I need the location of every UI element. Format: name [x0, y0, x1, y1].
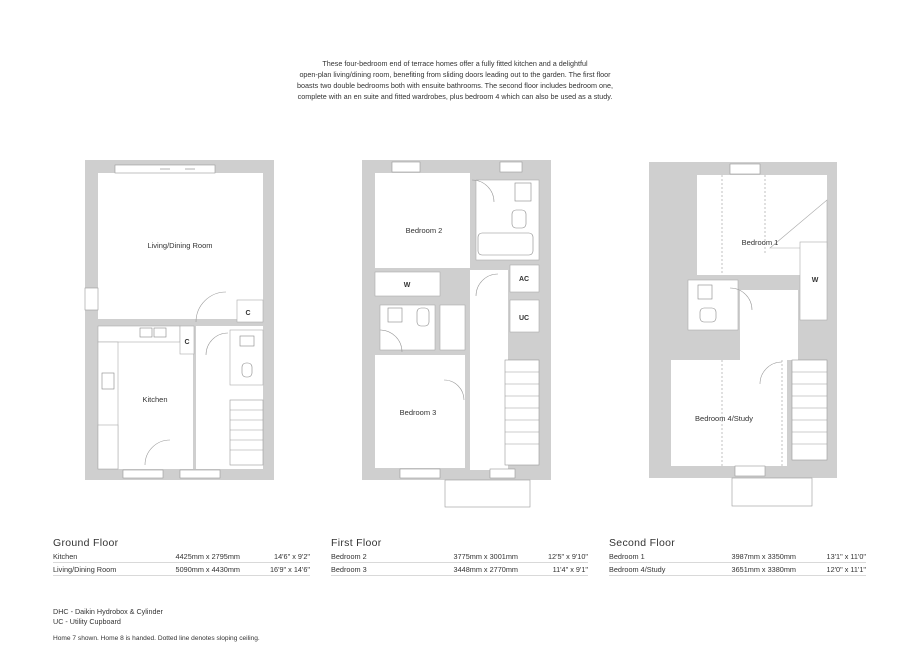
uc-label: UC [518, 315, 530, 322]
room-name: Living/Dining Room [53, 565, 117, 574]
table-row [53, 563, 310, 576]
room-metric: 3775mm x 3001mm [453, 552, 518, 561]
bedroom-4-label: Bedroom 4/Study [695, 414, 753, 423]
room-name: Bedroom 4/Study [609, 565, 666, 574]
room-imperial: 16'9" x 14'6" [269, 565, 310, 574]
second-floor-title: Second Floor [609, 537, 676, 549]
ground-floor-title: Ground Floor [53, 537, 119, 549]
note-line: DHC - Daikin Hydrobox & Cylinder [53, 607, 163, 616]
cupboard-label: C [245, 310, 251, 317]
ground-floor-dimensions [53, 550, 310, 576]
first-floor-plan [362, 160, 551, 507]
wardrobe-label: W [811, 277, 819, 284]
table-row [53, 550, 310, 563]
room-metric: 3448mm x 2770mm [453, 565, 518, 574]
wardrobe-label: W [403, 282, 411, 289]
intro-line: boasts two double bedrooms both with ensuite bathrooms. The second floor includes bedroom one, [297, 81, 613, 90]
legend-notes [53, 607, 163, 627]
bedroom-2-label: Bedroom 2 [405, 226, 443, 235]
table-row [609, 550, 866, 563]
table-row [609, 563, 866, 576]
bedroom-4-area [671, 360, 787, 466]
intro-line: complete with an en suite and fitted wardrobes, plus bedroom 4 which can also be used as a study. [297, 92, 613, 101]
table-row [331, 563, 588, 576]
room-name: Bedroom 2 [331, 552, 367, 561]
first-floor-dimensions [331, 550, 588, 576]
room-name: Kitchen [53, 552, 78, 561]
second-floor-plan [649, 162, 837, 506]
room-name: Bedroom 3 [331, 565, 367, 574]
living-room-label: Living/Dining Room [147, 241, 213, 250]
room-imperial: 12'5" x 9'10" [547, 552, 588, 561]
footnote: Home 7 shown. Home 8 is handed. Dotted line denotes sloping ceiling. [53, 635, 260, 642]
room-metric: 3987mm x 3350mm [731, 552, 796, 561]
bedroom-2-area [375, 173, 470, 268]
note-line: UC - Utility Cupboard [53, 617, 121, 626]
cupboard-label: C [184, 339, 190, 346]
bedroom-3-label: Bedroom 3 [399, 408, 437, 417]
table-row [331, 550, 588, 563]
room-metric: 5090mm x 4430mm [175, 565, 240, 574]
room-imperial: 14'6" x 9'2" [274, 552, 310, 561]
second-floor-dimensions [609, 550, 866, 576]
ground-floor-plan [85, 160, 274, 480]
room-name: Bedroom 1 [609, 552, 645, 561]
intro-line: These four-bedroom end of terrace homes offer a fully fitted kitchen and a delightful [322, 59, 588, 68]
room-imperial: 11'4" x 9'1" [552, 565, 588, 574]
ac-label: AC [518, 276, 530, 283]
kitchen-label: Kitchen [142, 395, 168, 404]
bedroom-1-label: Bedroom 1 [741, 238, 779, 247]
room-metric: 3651mm x 3380mm [731, 565, 796, 574]
room-metric: 4425mm x 2795mm [175, 552, 240, 561]
first-floor-title: First Floor [331, 537, 382, 549]
room-imperial: 12'0" x 11'1" [826, 565, 866, 574]
intro-line: open-plan living/dining room, benefiting from sliding doors leading out to the garden. The first floor [299, 70, 611, 79]
room-imperial: 13'1" x 11'0" [826, 552, 866, 561]
